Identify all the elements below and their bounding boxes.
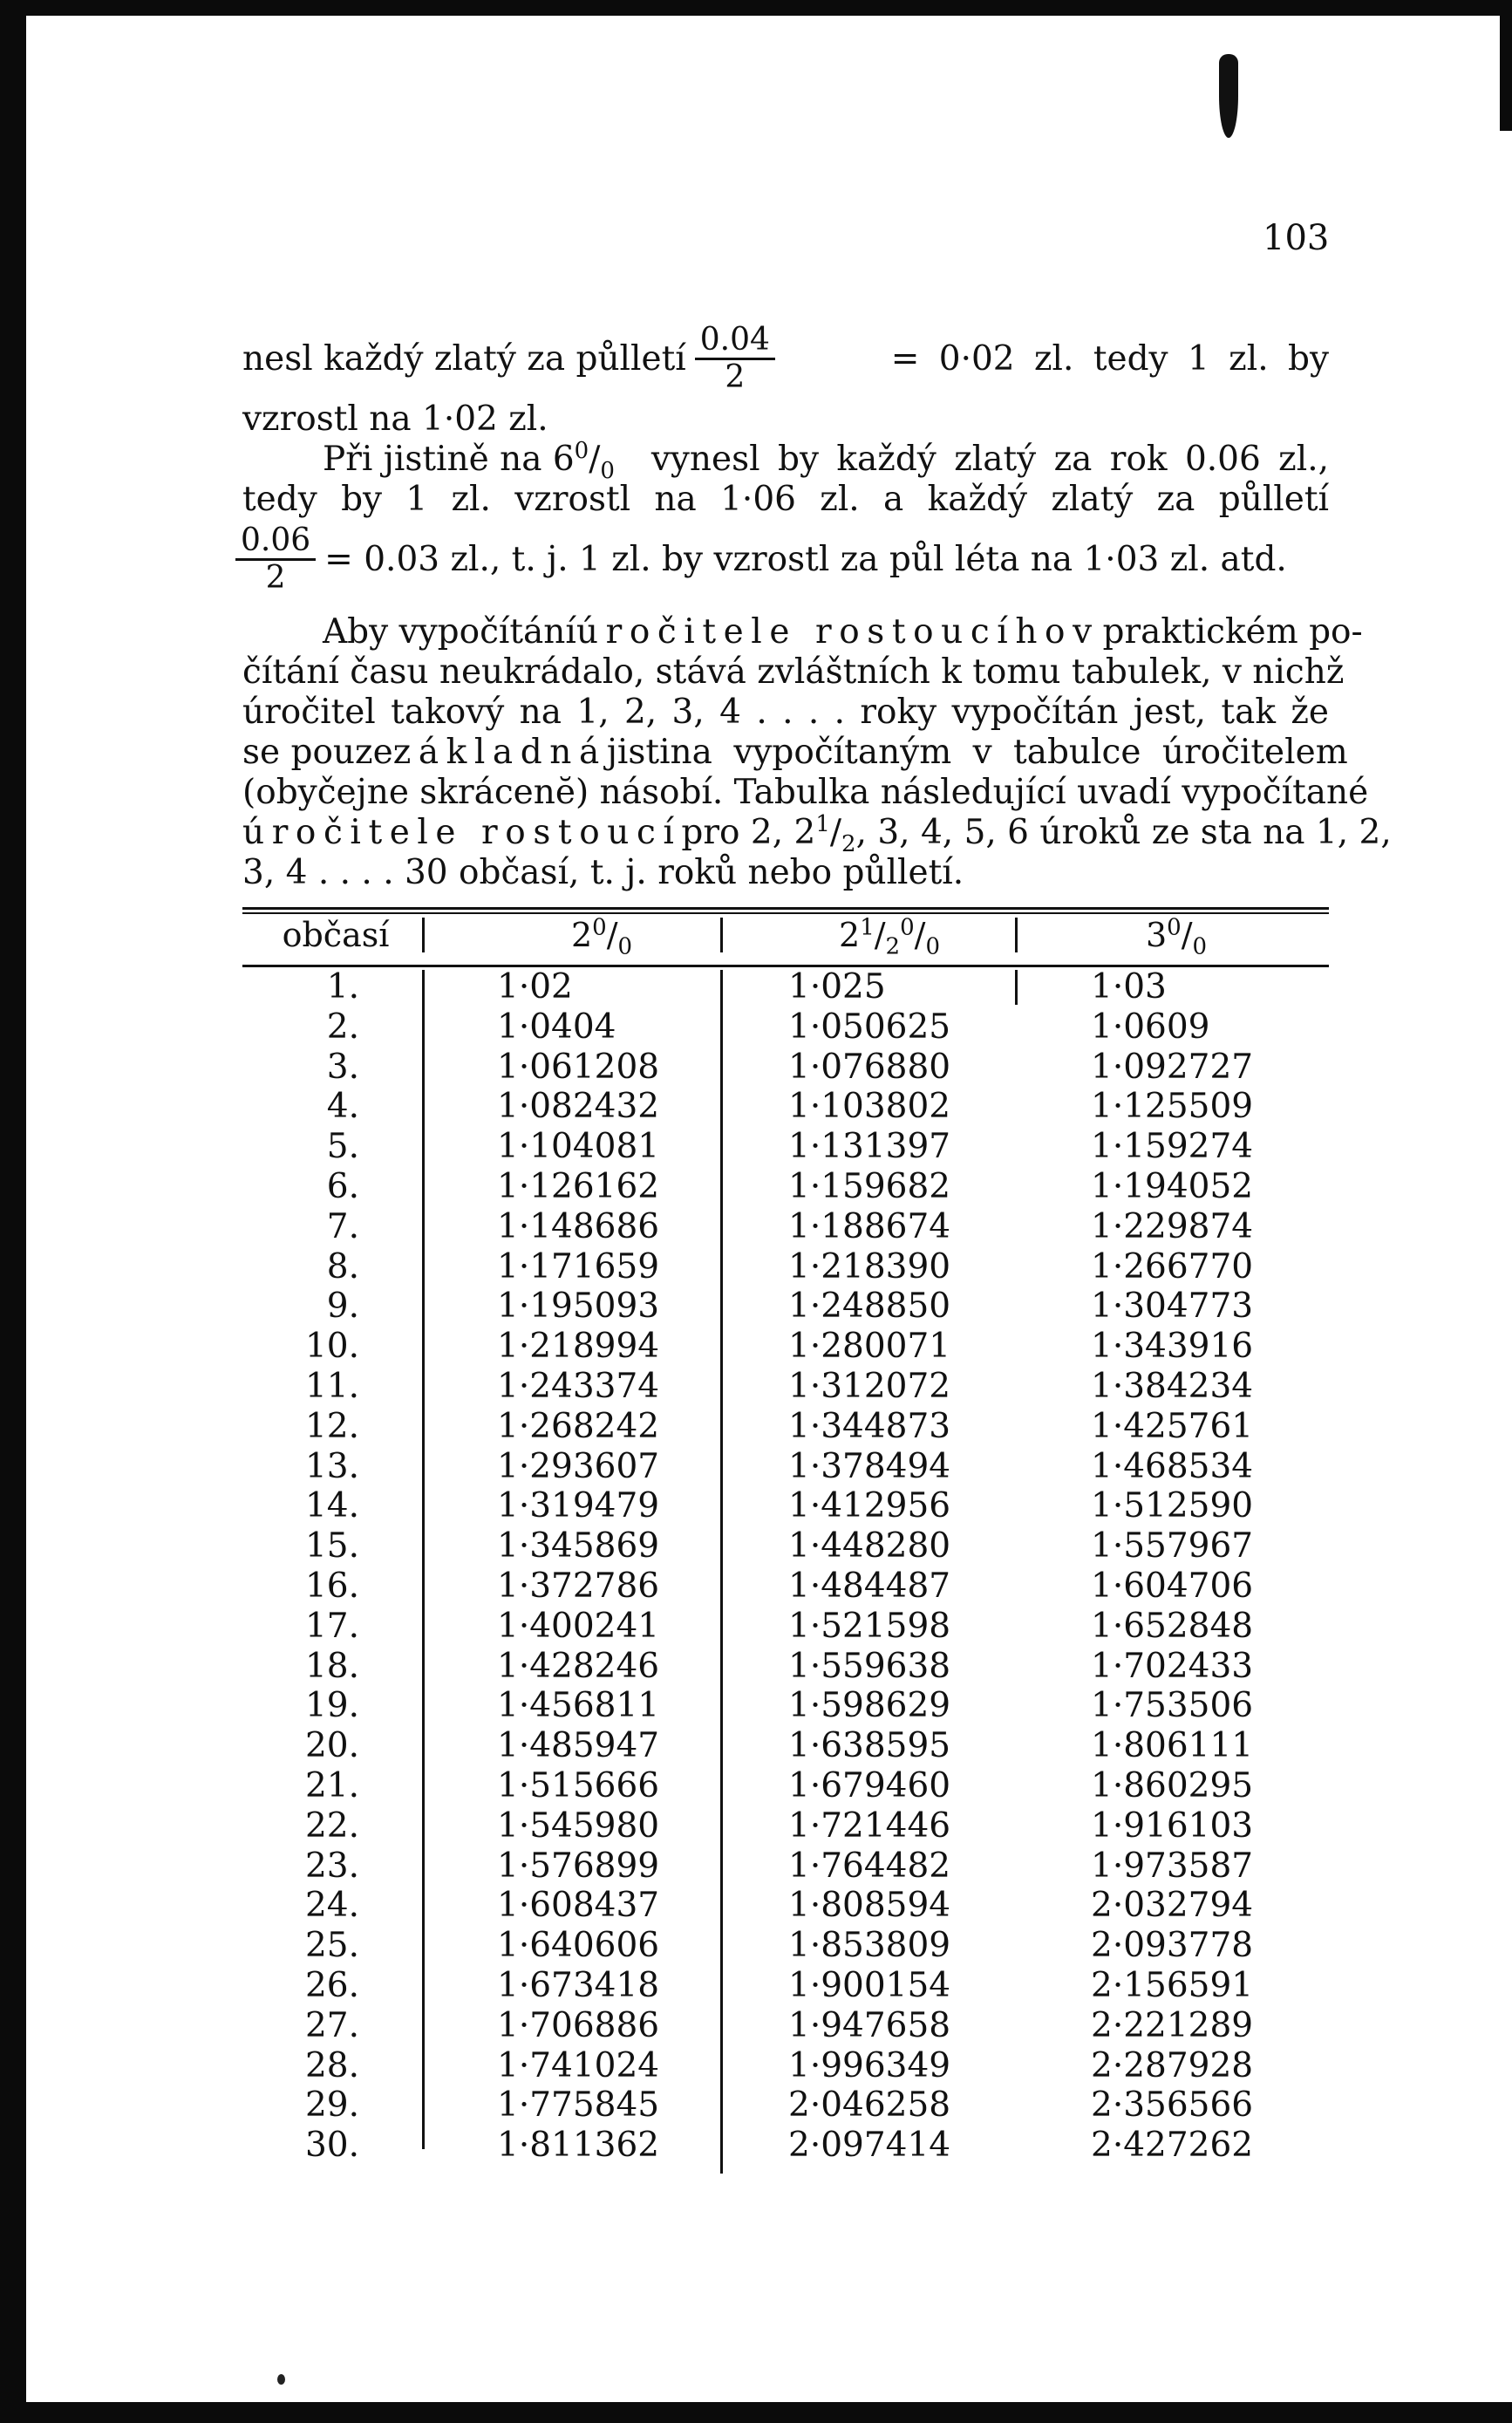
- rate-2-5-cell: 1·721446: [788, 1805, 951, 1846]
- rate-2-cell: 1·061208: [497, 1047, 660, 1087]
- rate-2-cell: 1·0404: [497, 1007, 616, 1047]
- period-cell: 7.: [326, 1206, 359, 1246]
- scan-border-right: [1500, 0, 1512, 131]
- period-cell: 17.: [304, 1606, 359, 1646]
- paragraph-1-line-2: vzrostl na 1·02 zl.: [242, 399, 548, 439]
- rate-2-cell: 1·243374: [497, 1366, 660, 1406]
- table-row: [242, 1886, 1329, 1926]
- rate-3-cell: 2·032794: [1091, 1886, 1254, 1926]
- rate-2-cell: 1·02: [497, 967, 573, 1007]
- table-row: [242, 1726, 1329, 1766]
- text: [323, 438, 615, 484]
- rate-3-cell: 1·229874: [1091, 1206, 1254, 1246]
- rate-3-cell: 2·356566: [1091, 2085, 1254, 2126]
- period-cell: 20.: [304, 1726, 359, 1766]
- table-row: [242, 1007, 1329, 1048]
- period-cell: 13.: [304, 1446, 359, 1486]
- paragraph-3-line-4: [242, 733, 1348, 773]
- table-row: [242, 1966, 1329, 2006]
- percent-sub: 0: [925, 933, 940, 960]
- rate-3-cell: 2·093778: [1091, 1926, 1254, 1966]
- period-cell: 22.: [304, 1805, 359, 1846]
- period-cell: 25.: [304, 1926, 359, 1966]
- percent-sup: 0: [900, 914, 915, 941]
- period-cell: 5.: [326, 1127, 359, 1167]
- scan-border-bottom: [0, 2402, 1512, 2423]
- period-cell: 16.: [304, 1566, 359, 1606]
- page-number: 103: [1263, 218, 1330, 258]
- rate-3-cell: 1·343916: [1091, 1327, 1254, 1367]
- table-row: [242, 1486, 1329, 1526]
- table-row: [242, 1607, 1329, 1647]
- rate-2-5-cell: 1·853809: [788, 1926, 951, 1966]
- rate-3-cell: 1·304773: [1091, 1287, 1254, 1327]
- fraction-slash: /: [829, 813, 842, 852]
- text: , 3, 4, 5, 6 úroků ze sta na 1, 2,: [855, 813, 1392, 852]
- rate-2-cell: 1·195093: [497, 1287, 660, 1327]
- rate-2-cell: 1·428246: [497, 1646, 660, 1686]
- paragraph-2-line-1: [242, 438, 1329, 484]
- rate-2-cell: 1·345869: [497, 1526, 660, 1566]
- rate-2-5-cell: 1·598629: [788, 1686, 951, 1726]
- fraction-denominator: 2: [725, 359, 746, 395]
- percent-slash: /: [914, 916, 926, 954]
- table-row: [242, 1447, 1329, 1487]
- rate-2-5-cell: 1·947658: [788, 2005, 951, 2045]
- rate-2-5-cell: 1·448280: [788, 1526, 951, 1566]
- table-row: [242, 1407, 1329, 1447]
- fraction-sub: 2: [885, 933, 901, 960]
- table-row: [242, 1247, 1329, 1287]
- percent-sup: 0: [574, 438, 589, 464]
- text: [681, 811, 1392, 857]
- rate-3-cell: 1·384234: [1091, 1366, 1254, 1406]
- table-row: [242, 1647, 1329, 1687]
- rate-2-5-cell: 1·344873: [788, 1406, 951, 1446]
- header-separator-3: [1015, 918, 1018, 952]
- percent-sub: 0: [617, 933, 633, 960]
- rate-3-cell: 1·806111: [1091, 1726, 1254, 1766]
- rate-2-cell: 1·515666: [497, 1765, 660, 1805]
- fraction-denominator: 2: [265, 560, 286, 596]
- fraction-slash: /: [874, 916, 886, 954]
- text: 2: [570, 916, 593, 954]
- period-cell: 9.: [326, 1287, 359, 1327]
- period-cell: 2.: [326, 1007, 359, 1047]
- text: jistina vypočítaným v tabulce úročitelem: [606, 733, 1348, 772]
- rate-3-cell: 1·973587: [1091, 1846, 1254, 1886]
- table-row: [242, 1327, 1329, 1367]
- rate-2-5-cell: 1·103802: [788, 1087, 951, 1127]
- rate-2-5-cell: 1·521598: [788, 1606, 951, 1646]
- text: Při jistině na 6: [323, 440, 575, 479]
- rate-2-5-cell: 1·900154: [788, 1965, 951, 2005]
- table-row: [242, 1566, 1329, 1607]
- text: v praktickém po-: [1073, 612, 1363, 652]
- period-cell: 26.: [304, 1965, 359, 2005]
- text: Aby vypočítání: [323, 612, 576, 652]
- rate-2-cell: 1·775845: [497, 2085, 660, 2126]
- table-row: [242, 1127, 1329, 1167]
- period-cell: 6.: [326, 1166, 359, 1206]
- rate-2-5-cell: 1·312072: [788, 1366, 951, 1406]
- text-spaced: úročitele rostoucího: [576, 612, 1073, 652]
- rate-2-5-cell: 1·679460: [788, 1765, 951, 1805]
- rate-3-cell: 1·604706: [1091, 1566, 1254, 1606]
- period-cell: 30.: [304, 2126, 359, 2166]
- text: = 0.03 zl., t. j. 1 zl. by vzrostl za půl léta na 1·03 zl. atd.: [324, 539, 1287, 579]
- period-cell: 1.: [326, 967, 359, 1007]
- paragraph-3-line-1: [242, 612, 1363, 652]
- table-row: [242, 1846, 1329, 1887]
- rate-2-5-cell: 1·050625: [788, 1007, 951, 1047]
- ink-blot: [1219, 54, 1238, 138]
- rate-2-cell: 1·485947: [497, 1726, 660, 1766]
- period-cell: 19.: [304, 1686, 359, 1726]
- period-cell: 12.: [304, 1406, 359, 1446]
- rate-2-5-cell: 1·412956: [788, 1486, 951, 1526]
- fraction-numerator: 0.04: [695, 323, 775, 360]
- fraction-sup: 1: [860, 914, 875, 941]
- period-cell: 29.: [304, 2085, 359, 2126]
- period-cell: 28.: [304, 2045, 359, 2085]
- period-cell: 3.: [326, 1047, 359, 1087]
- rate-3-cell: 2·287928: [1091, 2045, 1254, 2085]
- percent-sub: 0: [1192, 933, 1208, 960]
- table-row: [242, 1526, 1329, 1566]
- rate-2-5-cell: 1·378494: [788, 1446, 951, 1486]
- rate-2-5-cell: 1·280071: [788, 1327, 951, 1367]
- period-cell: 21.: [304, 1765, 359, 1805]
- text: 3: [1145, 916, 1168, 954]
- paragraph-3-line-2: čítání času neukrádalo, stává zvláštních k tomu tabulek, v nichž: [242, 652, 1345, 692]
- rate-2-cell: 1·104081: [497, 1127, 660, 1167]
- rate-2-cell: 1·576899: [497, 1846, 660, 1886]
- rate-3-cell: 1·159274: [1091, 1127, 1254, 1167]
- table-row: [242, 2085, 1329, 2126]
- fraction-006-over-2: [235, 523, 316, 596]
- paragraph-2-line-3: [235, 523, 1287, 596]
- period-cell: 27.: [304, 2005, 359, 2045]
- table-body: [242, 967, 1329, 2166]
- rate-3-cell: 1·557967: [1091, 1526, 1254, 1566]
- rate-3-cell: 1·0609: [1091, 1007, 1210, 1047]
- table-row: [242, 2046, 1329, 2086]
- rate-3-cell: 1·860295: [1091, 1765, 1254, 1805]
- rate-2-cell: 1·082432: [497, 1087, 660, 1127]
- rate-2-cell: 1·545980: [497, 1805, 660, 1846]
- scan-border-top: [0, 0, 1512, 16]
- text: pro 2, 2: [681, 813, 816, 852]
- rate-3-cell: 1·092727: [1091, 1047, 1254, 1087]
- period-cell: 14.: [304, 1486, 359, 1526]
- rate-2-5-cell: 1·638595: [788, 1726, 951, 1766]
- rate-2-cell: 1·372786: [497, 1566, 660, 1606]
- rate-3-cell: 1·512590: [1091, 1486, 1254, 1526]
- text: = 0·02 zl. tedy 1 zl. by: [890, 338, 1329, 379]
- table-row: [242, 1207, 1329, 1247]
- rate-2-5-cell: 1·159682: [788, 1166, 951, 1206]
- percent-sub: 0: [600, 457, 615, 484]
- rate-2-cell: 1·218994: [497, 1327, 660, 1367]
- rate-2-cell: 1·126162: [497, 1166, 660, 1206]
- fraction-sub: 2: [841, 830, 856, 857]
- rate-3-cell: 1·652848: [1091, 1606, 1254, 1646]
- table-row: [242, 2126, 1329, 2166]
- rate-2-5-cell: 1·764482: [788, 1846, 951, 1886]
- rate-3-cell: 1·468534: [1091, 1446, 1254, 1486]
- header-separator-1: [422, 918, 425, 952]
- period-cell: 11.: [304, 1366, 359, 1406]
- period-cell: 24.: [304, 1886, 359, 1926]
- rate-2-cell: 1·640606: [497, 1926, 660, 1966]
- rate-2-cell: 1·293607: [497, 1446, 660, 1486]
- table-row: [242, 1167, 1329, 1207]
- period-cell: 23.: [304, 1846, 359, 1886]
- header-separator-2: [720, 918, 723, 952]
- ink-dot: [277, 2374, 285, 2385]
- rate-2-5-cell: 1·248850: [788, 1287, 951, 1327]
- rate-3-cell: 2·427262: [1091, 2126, 1254, 2166]
- table-row: [242, 1766, 1329, 1806]
- rate-2-cell: 1·811362: [497, 2126, 660, 2166]
- rate-2-cell: 1·319479: [497, 1486, 660, 1526]
- table-row: [242, 967, 1329, 1007]
- text: nesl každý zlatý za půlletí: [242, 338, 686, 379]
- text: se pouze: [242, 733, 393, 772]
- paragraph-1-line-1: [242, 323, 1329, 395]
- rate-2-cell: 1·706886: [497, 2005, 660, 2045]
- table-header: [242, 914, 1329, 960]
- rate-2-5-cell: 2·097414: [788, 2126, 951, 2166]
- table-row: [242, 1686, 1329, 1726]
- rate-2-cell: 1·741024: [497, 2045, 660, 2085]
- table-row: [242, 1806, 1329, 1846]
- rate-3-cell: 1·753506: [1091, 1686, 1254, 1726]
- header-obcasi: občasí: [282, 916, 390, 954]
- rate-2-cell: 1·171659: [497, 1246, 660, 1287]
- rate-2-cell: 1·400241: [497, 1606, 660, 1646]
- table-row: [242, 1367, 1329, 1407]
- rate-2-5-cell: 2·046258: [788, 2085, 951, 2126]
- rate-2-cell: 1·673418: [497, 1965, 660, 2005]
- period-cell: 8.: [326, 1246, 359, 1287]
- rate-3-cell: 1·194052: [1091, 1166, 1254, 1206]
- rate-3-cell: 1·425761: [1091, 1406, 1254, 1446]
- rate-2-5-cell: 1·188674: [788, 1206, 951, 1246]
- text-spaced: základná: [392, 733, 607, 772]
- header-2-5-percent: [722, 914, 1057, 960]
- table-row: [242, 1048, 1329, 1088]
- rate-2-cell: 1·268242: [497, 1406, 660, 1446]
- rate-3-cell: 1·03: [1091, 967, 1167, 1007]
- rate-2-5-cell: 1·559638: [788, 1646, 951, 1686]
- period-cell: 15.: [304, 1526, 359, 1566]
- rate-2-cell: 1·148686: [497, 1206, 660, 1246]
- percent-sup: 0: [1167, 914, 1182, 941]
- text-spaced: úročitele rostoucí: [242, 813, 682, 852]
- rate-3-cell: 1·916103: [1091, 1805, 1254, 1846]
- fraction-sup: 1: [815, 811, 830, 837]
- table-row: [242, 2006, 1329, 2046]
- rate-2-5-cell: 1·076880: [788, 1047, 951, 1087]
- header-2-percent: [434, 914, 769, 960]
- table-top-rule: [242, 907, 1329, 910]
- paragraph-2-line-2: tedy by 1 zl. vzrostl na 1·06 zl. a každý zlatý za půlletí: [242, 480, 1329, 519]
- rate-2-5-cell: 1·484487: [788, 1566, 951, 1606]
- fraction-004-over-2: [695, 323, 775, 395]
- scan-border-left: [0, 0, 26, 2423]
- rate-3-cell: 2·221289: [1091, 2005, 1254, 2045]
- table-row: [242, 1087, 1329, 1127]
- rate-2-cell: 1·456811: [497, 1686, 660, 1726]
- paragraph-3-line-5: (obyčejne skrácenĕ) násobí. Tabulka následující uvadí vypočítané: [242, 773, 1369, 812]
- period-cell: 4.: [326, 1087, 359, 1127]
- rate-2-5-cell: 1·025: [788, 967, 886, 1007]
- rate-3-cell: 1·266770: [1091, 1246, 1254, 1287]
- paragraph-3-line-3: úročitel takový na 1, 2, 3, 4 . . . . roky vypočítán jest, tak že: [242, 693, 1329, 732]
- rate-2-5-cell: 1·808594: [788, 1886, 951, 1926]
- rate-3-cell: 1·125509: [1091, 1087, 1254, 1127]
- header-3-percent: [1024, 914, 1329, 960]
- percent-slash: /: [1181, 916, 1193, 954]
- paragraph-3-line-7: 3, 4 . . . . 30 občasí, t. j. roků nebo půlletí.: [242, 853, 964, 892]
- rate-2-5-cell: 1·131397: [788, 1127, 951, 1167]
- fraction-numerator: 0.06: [235, 523, 316, 561]
- table-row: [242, 1926, 1329, 1966]
- period-cell: 18.: [304, 1646, 359, 1686]
- table-row: [242, 1287, 1329, 1327]
- rate-2-5-cell: 1·996349: [788, 2045, 951, 2085]
- rate-3-cell: 2·156591: [1091, 1965, 1254, 2005]
- rate-2-cell: 1·608437: [497, 1886, 660, 1926]
- paragraph-3-line-6: [242, 811, 1392, 857]
- percent-slash: /: [589, 440, 601, 479]
- text: 2: [839, 916, 861, 954]
- rate-3-cell: 1·702433: [1091, 1646, 1254, 1686]
- period-cell: 10.: [304, 1327, 359, 1367]
- rate-2-5-cell: 1·218390: [788, 1246, 951, 1287]
- text: vynesl by každý zlatý za rok 0.06 zl.,: [650, 440, 1329, 479]
- percent-slash: /: [606, 916, 618, 954]
- percent-sup: 0: [592, 914, 607, 941]
